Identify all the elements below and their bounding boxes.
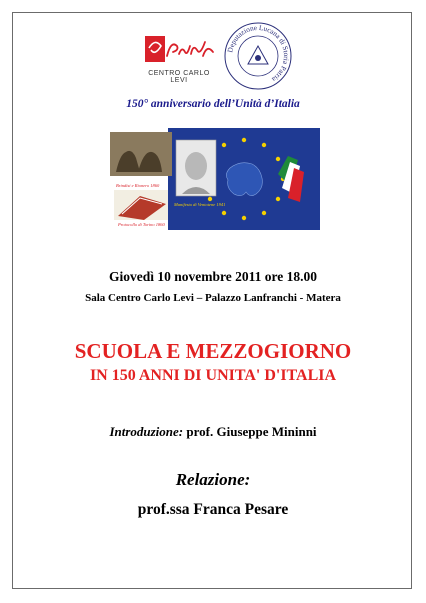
centro-carlo-levi-caption: CENTRO CARLO LEVI [148,70,210,84]
event-title-line1: SCUOLA E MEZZOGIORNO [74,339,352,363]
svg-text:Protocollo di Torino 1860: Protocollo di Torino 1860 [118,222,165,227]
anniversary-subtitle: 150° anniversario dell’Unità d’Italia [126,98,300,110]
event-date: Giovedì 10 novembre 2011 ore 18.00 [109,269,317,284]
carlo-levi-signature-icon [145,30,215,68]
introduction-label: Introduzione: [109,424,184,439]
historical-banner-image [110,128,320,230]
svg-text:Manifesto di Ventotene 1941: Manifesto di Ventotene 1941 [174,202,226,207]
relazione-speaker: prof.ssa Franca Pesare [137,501,289,518]
svg-text:Brindisi e Rionero 1860: Brindisi e Rionero 1860 [116,183,160,188]
event-venue: Sala Centro Carlo Levi – Palazzo Lanfranchi - Matera [85,292,341,304]
deputazione-seal-text: Deputazione Lucana di Storia Patria [226,23,291,84]
event-title-line2: IN 150 ANNI DI UNITA' D'ITALIA [89,367,337,384]
svg-text:Deputazione Lucana di Storia P [226,24,290,84]
introduction-line [0,424,426,440]
banner-graphic [110,128,320,230]
introduction-speaker: prof. Giuseppe Mininni [186,424,317,439]
relazione-label: Relazione: [175,470,251,489]
deputazione-storia-patria-seal [222,20,294,92]
centro-carlo-levi-logo [143,30,215,84]
